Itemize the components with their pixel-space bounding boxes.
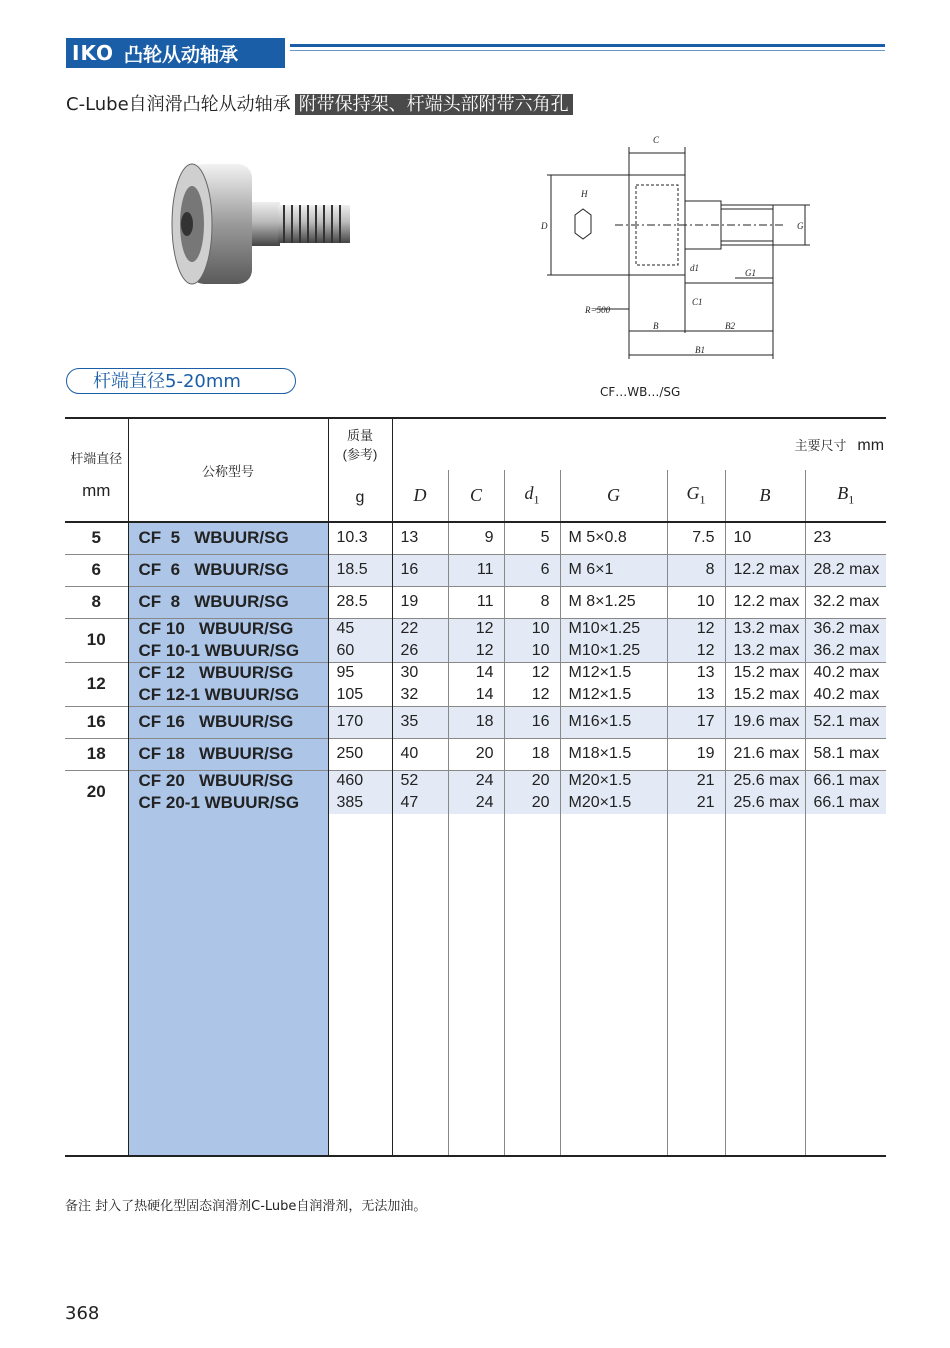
cell-G1: 8 — [667, 554, 725, 586]
cell-model: CF 8 WBUUR/SG — [128, 586, 328, 618]
cell-G1: 13 — [667, 684, 725, 706]
header-rule — [290, 44, 885, 47]
cell-d1: 8 — [504, 586, 560, 618]
cell-C: 24 — [448, 792, 504, 814]
dim-label-g1: G1 — [745, 268, 756, 278]
cell-G1: 7.5 — [667, 522, 725, 554]
cell-d1: 18 — [504, 738, 560, 770]
cell-D: 40 — [392, 738, 448, 770]
shaft-range-pill: 杆端直径5-20mm — [66, 368, 296, 394]
cell-shaft-size: 20 — [65, 770, 128, 814]
cell-d1: 5 — [504, 522, 560, 554]
cell-G: M10×1.25 — [560, 640, 667, 662]
cell-G: M20×1.5 — [560, 770, 667, 792]
cell-C: 18 — [448, 706, 504, 738]
cell-mass: 460 — [328, 770, 392, 792]
cell-B1: 28.2 max — [805, 554, 886, 586]
col-header-B: B — [725, 470, 805, 522]
cell-G1: 21 — [667, 792, 725, 814]
cell-B1: 36.2 max — [805, 640, 886, 662]
cell-G1: 19 — [667, 738, 725, 770]
cell-D: 19 — [392, 586, 448, 618]
cell-D: 35 — [392, 706, 448, 738]
cell-B: 13.2 max — [725, 640, 805, 662]
cell-G: M12×1.5 — [560, 662, 667, 684]
cell-B: 13.2 max — [725, 618, 805, 640]
col-header-C: C — [448, 470, 504, 522]
cell-B: 19.6 max — [725, 706, 805, 738]
col-header-model: 公称型号 — [128, 418, 328, 522]
cell-B1: 32.2 max — [805, 586, 886, 618]
cell-mass: 385 — [328, 792, 392, 814]
dim-label-d1: d1 — [690, 263, 699, 273]
table-row — [65, 706, 886, 738]
cell-C: 12 — [448, 640, 504, 662]
cell-d1: 20 — [504, 770, 560, 792]
cell-B1: 40.2 max — [805, 684, 886, 706]
cell-B1: 40.2 max — [805, 662, 886, 684]
cell-model: CF 6 WBUUR/SG — [128, 554, 328, 586]
subtitle-main: C-Lube自润滑凸轮从动轴承 — [66, 94, 291, 115]
cell-shaft-size: 5 — [65, 522, 128, 554]
dim-label-r: R=500 — [585, 305, 611, 315]
cell-B1: 58.1 max — [805, 738, 886, 770]
dim-label-b1: B1 — [695, 345, 705, 355]
cell-shaft-size: 10 — [65, 618, 128, 662]
cell-G: M16×1.5 — [560, 706, 667, 738]
cell-B: 21.6 max — [725, 738, 805, 770]
cell-G: M20×1.5 — [560, 792, 667, 814]
col-header-G1: $G_1$ — [667, 470, 725, 522]
dim-label-c1: C1 — [692, 297, 703, 307]
table-row — [65, 640, 886, 662]
table-row — [65, 770, 886, 792]
cell-B1: 66.1 max — [805, 792, 886, 814]
cell-B: 25.6 max — [725, 770, 805, 792]
cell-G1: 21 — [667, 770, 725, 792]
cell-d1: 20 — [504, 792, 560, 814]
cell-B: 15.2 max — [725, 662, 805, 684]
col-header-mass: 质量 (参考) g — [328, 418, 392, 522]
cell-B: 15.2 max — [725, 684, 805, 706]
dim-label-g: G — [797, 221, 804, 231]
cell-mass: 18.5 — [328, 554, 392, 586]
cell-d1: 16 — [504, 706, 560, 738]
cell-G1: 12 — [667, 640, 725, 662]
cell-D: 52 — [392, 770, 448, 792]
cell-G: M 6×1 — [560, 554, 667, 586]
cell-shaft-size: 18 — [65, 738, 128, 770]
cell-model: CF 10-1 WBUUR/SG — [128, 640, 328, 662]
table-row — [65, 586, 886, 618]
cell-C: 24 — [448, 770, 504, 792]
table-row — [65, 522, 886, 554]
cell-d1: 6 — [504, 554, 560, 586]
cell-model: CF 10 WBUUR/SG — [128, 618, 328, 640]
cell-shaft-size: 12 — [65, 662, 128, 706]
table-row — [65, 618, 886, 640]
cell-B1: 52.1 max — [805, 706, 886, 738]
header-rule-thin — [290, 50, 885, 51]
cell-G1: 10 — [667, 586, 725, 618]
dim-label-h: H — [581, 189, 588, 199]
cell-D: 13 — [392, 522, 448, 554]
cell-G: M10×1.25 — [560, 618, 667, 640]
footnote: 备注 封入了热硬化型固态润滑剂C-Lube自润滑剂，无法加油。 — [65, 1199, 427, 1214]
cell-model: CF 20 WBUUR/SG — [128, 770, 328, 792]
col-header-D: D — [392, 470, 448, 522]
dim-label-b: B — [653, 321, 659, 331]
cell-C: 11 — [448, 554, 504, 586]
cell-C: 11 — [448, 586, 504, 618]
cell-d1: 10 — [504, 640, 560, 662]
cell-B1: 23 — [805, 522, 886, 554]
col-header-B1: $B_1$ — [805, 470, 886, 522]
cell-B: 12.2 max — [725, 554, 805, 586]
cell-D: 32 — [392, 684, 448, 706]
cell-B: 25.6 max — [725, 792, 805, 814]
cell-shaft-size: 6 — [65, 554, 128, 586]
cell-G: M12×1.5 — [560, 684, 667, 706]
product-photo — [160, 150, 360, 300]
cell-mass: 250 — [328, 738, 392, 770]
cell-model: CF 20-1 WBUUR/SG — [128, 792, 328, 814]
cell-B: 12.2 max — [725, 586, 805, 618]
dim-label-c: C — [653, 135, 660, 145]
cell-mass: 95 — [328, 662, 392, 684]
cell-D: 26 — [392, 640, 448, 662]
page-number: 368 — [65, 1303, 100, 1324]
cell-shaft-size: 8 — [65, 586, 128, 618]
cell-d1: 12 — [504, 662, 560, 684]
col-header-size: 杆端直径 mm — [65, 418, 128, 522]
cell-C: 20 — [448, 738, 504, 770]
cell-D: 47 — [392, 792, 448, 814]
cell-C: 9 — [448, 522, 504, 554]
cell-D: 16 — [392, 554, 448, 586]
cell-model: CF 18 WBUUR/SG — [128, 738, 328, 770]
cell-mass: 170 — [328, 706, 392, 738]
table-row — [65, 792, 886, 814]
spec-table — [65, 417, 886, 1157]
col-header-d1: $d_1$ — [504, 470, 560, 522]
table-row — [65, 662, 886, 684]
cell-mass: 60 — [328, 640, 392, 662]
cell-D: 22 — [392, 618, 448, 640]
cell-d1: 12 — [504, 684, 560, 706]
cell-C: 14 — [448, 662, 504, 684]
cell-model: CF 16 WBUUR/SG — [128, 706, 328, 738]
dim-label-b2: B2 — [725, 321, 735, 331]
cell-mass: 45 — [328, 618, 392, 640]
header-banner — [66, 38, 285, 68]
cell-D: 30 — [392, 662, 448, 684]
figure-caption: CF…WB…/SG — [600, 385, 681, 399]
cell-G: M 8×1.25 — [560, 586, 667, 618]
product-subtitle — [66, 90, 573, 116]
cell-B1: 66.1 max — [805, 770, 886, 792]
cell-model: CF 5 WBUUR/SG — [128, 522, 328, 554]
cell-G: M18×1.5 — [560, 738, 667, 770]
cell-mass: 28.5 — [328, 586, 392, 618]
table-row — [65, 684, 886, 706]
cell-G1: 12 — [667, 618, 725, 640]
cell-C: 14 — [448, 684, 504, 706]
section-title: 凸轮从动轴承 — [124, 43, 239, 66]
cell-C: 12 — [448, 618, 504, 640]
cell-mass: 10.3 — [328, 522, 392, 554]
cell-model: CF 12 WBUUR/SG — [128, 662, 328, 684]
cell-B: 10 — [725, 522, 805, 554]
iko-logo: IKO — [72, 41, 115, 65]
col-header-dims: 主要尺寸 mm — [392, 418, 886, 470]
dim-label-d: D — [541, 221, 548, 231]
cell-model: CF 12-1 WBUUR/SG — [128, 684, 328, 706]
subtitle-tag: 附带保持架、杆端头部附带六角孔 — [295, 94, 573, 115]
cell-d1: 10 — [504, 618, 560, 640]
table-filler-row — [65, 814, 886, 1156]
technical-drawing — [535, 133, 825, 368]
cell-G1: 17 — [667, 706, 725, 738]
cell-G1: 13 — [667, 662, 725, 684]
table-row — [65, 738, 886, 770]
table-row — [65, 554, 886, 586]
cell-shaft-size: 16 — [65, 706, 128, 738]
cell-mass: 105 — [328, 684, 392, 706]
cell-G: M 5×0.8 — [560, 522, 667, 554]
cell-B1: 36.2 max — [805, 618, 886, 640]
col-header-G: G — [560, 470, 667, 522]
